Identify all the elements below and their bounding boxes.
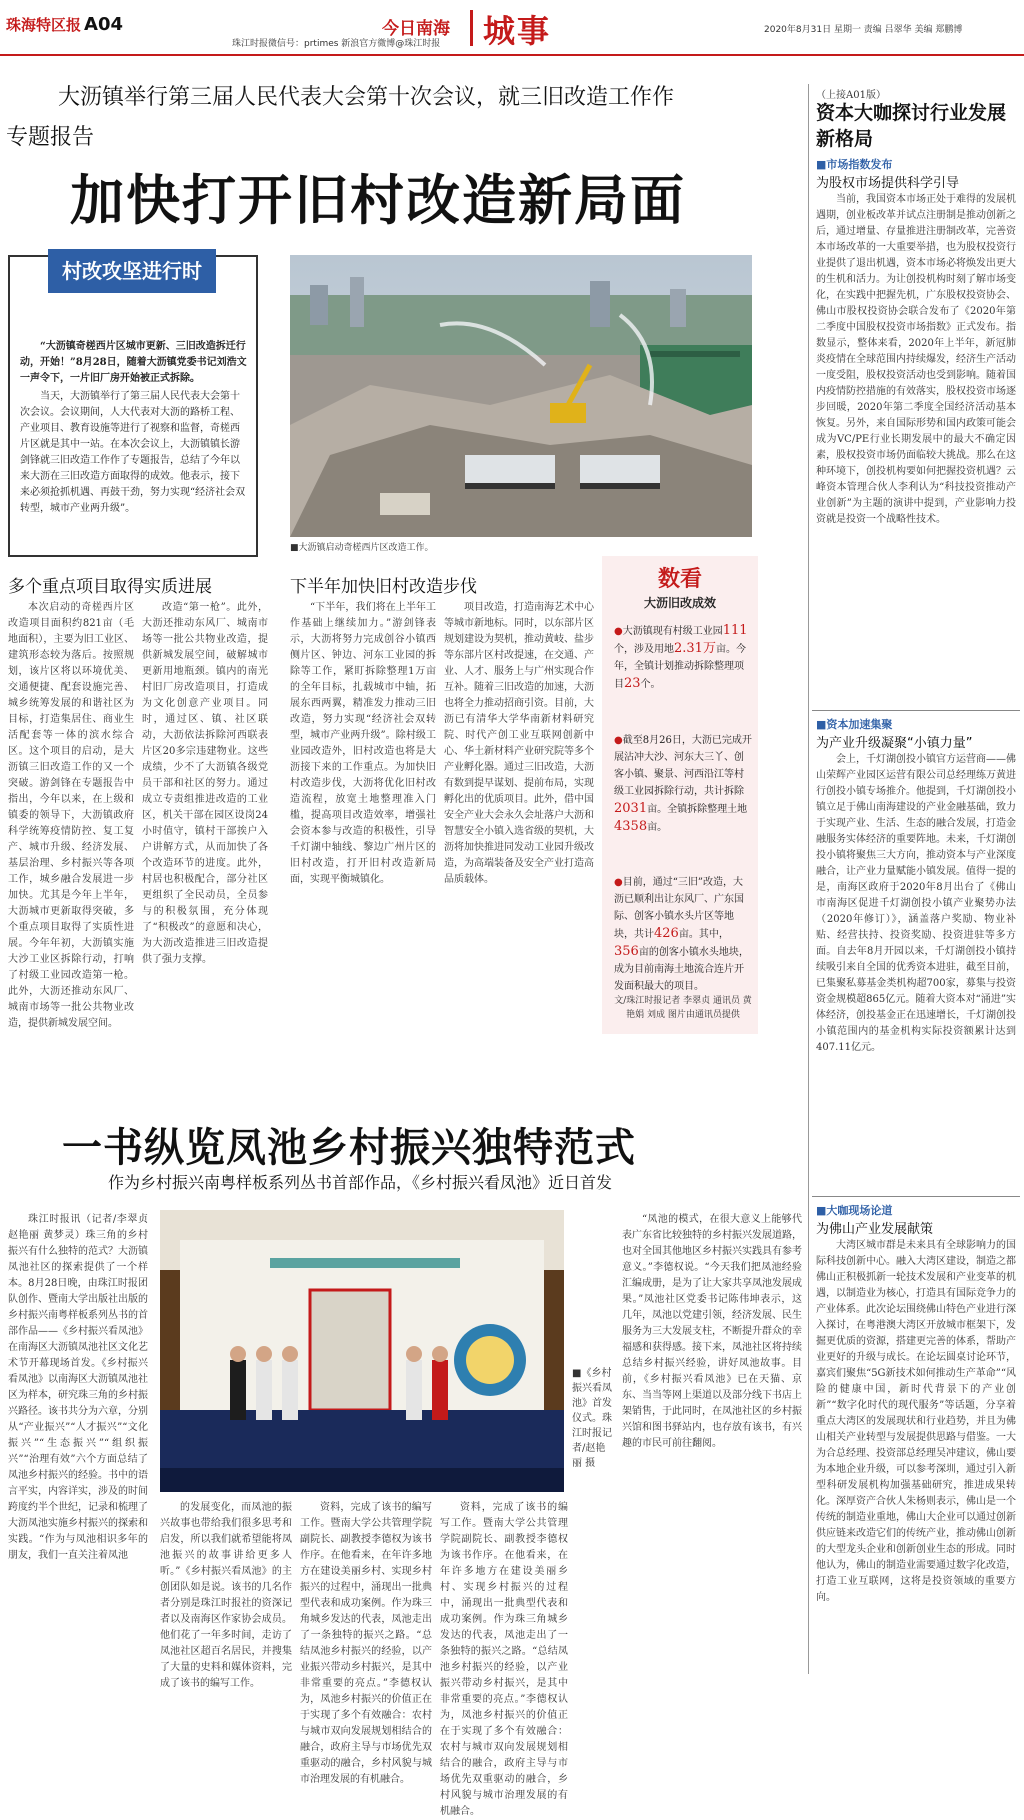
edition-label: 今日南海 bbox=[382, 19, 450, 39]
section-divider bbox=[812, 710, 1020, 711]
story1-headline: 加快打开旧村改造新局面 bbox=[70, 169, 686, 232]
numbers-title: 数看 bbox=[657, 567, 702, 592]
numbers-box bbox=[602, 556, 758, 1034]
number-text: 亩的创客小镇水头地块，成为目前南海土地流合连片开发面积最大的项目。 bbox=[614, 947, 749, 992]
book-launch-photo bbox=[160, 1210, 564, 1492]
article-column bbox=[142, 600, 268, 1056]
intro-badge: 村改攻坚进行时 bbox=[48, 249, 216, 293]
numbers-item bbox=[614, 874, 752, 995]
article-text: 本次启动的奇槎西片区改造项目面积约821亩（毛地面积），主要为旧工业区、建筑形态较为落后。按照规划，该片区将以环境优美、交通便捷、配套设施完善、城乡统筹发展的和谐社区为目标，打造集居住、商业生活配套等一体的滨水综合区。这个项目的启动，是大沥镇三旧改造工作的又一个突破。游剑锋在专题报告中指出，今年以来，在上级和镇委的领导下，大沥镇政府科学统筹疫情防控、复工复产、城市升级、经济发展、基层治理、乡村振兴等各项工作，城乡融合发展进一步加快。尤其是今年上半年，大沥城市更新取得突破，多个重点项目取得了实质性进展。今年年初，大沥镇实施大沙工业区拆除行动，打响了村级工业园改造第一枪。此外，大沥还推动东风厂、城南市场等一批公共物业改造，提供新城发展空间。 bbox=[8, 602, 134, 1029]
article-credit: 文/珠江时报记者 李翠贞 通讯员 黄艳娟 刘成 图片由通讯员提供 bbox=[614, 996, 752, 1020]
section-label: ■资本加速集聚 bbox=[816, 718, 893, 731]
article-text: 珠江时报讯（记者/李翠贞 赵艳丽 黄梦灵）珠三角的乡村振兴有什么独特的范式？大沥镇凤池社区的探索提供了一个样本。8月28日晚，由珠江时报团队创作、暨南大学出版社出版的乡村振兴南粤样板系列丛书的首部作品——《乡村振兴看凤池》在南海区大沥镇凤池社区文化艺术节开幕现场首发。《乡村振兴看凤池》以南海区大沥镇凤池社区为样本，研究珠三角的乡村振兴路径。该书共分为六章，分别从“产业振兴”“人才振兴”“文化振兴”“生态振兴”“组织振兴”“治理有效”六个方面总结了凤池乡村振兴的经验。书中的语言平实，内容详实，涉及的时间跨度约半个世纪，记录和梳理了大沥凤池实施乡村振兴的探索和实践。“作为与凤池相识多年的朋友，我们一直关注着凤池 bbox=[8, 1214, 148, 1561]
demolition-photo bbox=[290, 255, 752, 537]
article-text: 的发展变化，而凤池的振兴故事也带给我们很多思考和启发，所以我们就希望能将凤池振兴的故事讲给更多人听。”《乡村振兴看凤池》的主创团队如是说。该书的几名作者分别是珠江时报社的资深记者以及南海区作家协会成员。他们花了一年多时间，走访了凤池社区超百名居民，并搜集了大量的史料和媒体资料，完成了该书的编写工作。 bbox=[160, 1502, 292, 1689]
story1-kicker: 大沥镇举行第三届人民代表大会第十次会议，就三旧改造工作作 bbox=[58, 85, 675, 110]
numbers-item bbox=[614, 622, 752, 693]
story2-headline: 一书纵览凤池乡村振兴独特范式 bbox=[62, 1125, 636, 1171]
article-text: 会上，千灯湖创投小镇官方运营商——佛山荣辉产业园区运营有限公司总经理练万黄进行创投小镇专场推介。他提到，千灯湖创投小镇立足于佛山南海建设的产业金融基础，致力于实现产业、生活、生态的融合发展，打造金融服务实体经济的重要阵地。未来，千灯湖创投小镇将聚焦三大方向，推动资本与产业深度融合，让产业力量赋能小镇发展。值得一提的是，南海区政府于2020年8月出台了《佛山市南海区促进千灯湖创投小镇产业聚势办法（2020年修订）》，涵盖落户奖励、物业补贴、经营扶持、投资奖励、投资进驻等多方面。自去年8月开园以来，千灯湖创投小镇持续吸引来自全国的优秀资本进驻，截至目前，已集聚私募基金类机构超700家，募集与投资资金规模超865亿元。随着大资本对“涌进”实体经济，创投基金正在迅速增长，千灯湖创投小镇范围内的基金机构实际投资额累计达到407.11亿元。 bbox=[816, 754, 1016, 1053]
article-text: 当前，我国资本市场正处于难得的发展机遇期，创业板改革并试点注册制是推动创新之后，通过增量、存量推进注册制改革，完善资本市场改革的一大重要举措，也为股权投资行业提供了退出机遇，资本市场必将焕发出更大的生机和活力。为让创投机构时刻了解市场变化，在实践中把握先机，广东股权投资协会、佛山市股权投资协会联合发布了《2020年第二季度中国股权投资市场指数》正式发布。指数显示，整体来看，2020年上半年，新冠肺炎疫情在全球范围内持续爆发，经济生产活动一度受阻，股权投资活动也受到影响。随着国内疫情防控措施的有效落实，股权投资市场逐步回暖，2020年第二季度全国经济活动基本恢复。另外，来自国际形势和国内政策可能会成为VC/PE行业长期发展中的最大不确定因素，股权投资市场仍面临较大挑战。那么在这种环境下，创投机构要如何把握投资机遇？云峰资本管理合伙人李利认为“科技投资推动产业创新”为主题的演讲中提到，产业影响力投资就是投资一个战略性技术。 bbox=[816, 194, 1016, 525]
masthead bbox=[0, 0, 1024, 56]
article-text: 资料，完成了该书的编写工作。暨南大学公共管理学院副院长、副教授李德权为该书作序。在他看来，在年许多地方在建设美丽乡村、实现乡村振兴的过程中，涌现出一批典型代表和成功案例。作为珠三角城乡发达的代表，凤池走出了一条独特的振兴之路。“总结凤池乡村振兴的经验，以产业振兴带动乡村振兴，是其中非常重要的亮点。”李德权认为，凤池乡村振兴的价值正在于实现了多个有效融合：农村与城市双向发展规划相结合的融合，政府主导与市场优先双重驱动的融合，乡村风貌与城市治理发展的有机融合。 bbox=[440, 1502, 568, 1817]
section-label: ■市场指数发布 bbox=[816, 158, 893, 171]
article-column bbox=[8, 600, 134, 1056]
intro-paragraph: “大沥镇奇槎西片区城市更新、三旧改造拆迁行动，开始！”8月28日，随着大沥镇党委书记刘浩文一声令下，一片旧厂房开始被正式拆除。 bbox=[20, 341, 247, 384]
number-value: 4358 bbox=[614, 819, 648, 834]
subhead-projects: 多个重点项目取得实质进展 bbox=[8, 577, 212, 597]
number-value: 2031 bbox=[614, 801, 648, 816]
number-value: 23 bbox=[624, 676, 641, 691]
photo-caption: ■《乡村振兴看凤池》首发仪式。珠江时报记者/赵艳丽 摄 bbox=[572, 1368, 612, 1469]
article-column bbox=[160, 1500, 292, 1689]
article-column bbox=[816, 1238, 1016, 1674]
number-text: 亩。其中， bbox=[678, 929, 729, 940]
article-text: “下半年，我们将在上半年工作基础上继续加力。”游剑锋表示，大沥将努力完成创谷小镇西侧片区、钟边、河东工业园的拆除等工作，紧盯拆除整理1万亩的全年目标，扎载城市中轴，拓展东西两翼，精准发力推动三旧改造，努力实现“经济社会双转型，城市产业两升级”。除村级工业园改造外，旧村改造也将是大沥接下来的工作重点。为加快旧村改造步伐，大沥将优化旧村改造流程，放宽土地整理准入门槛，提高项目改造效率，增强社会资本参与改造的积极性，引导千灯湖中轴线、黎边广州片区的旧村改造，打开旧村改造新局面，实现平衡城镇化。 bbox=[290, 602, 436, 885]
number-text: 截至8月26日，大沥已完成开展沾冲大沙、河东大三丫、创客小镇、聚景、河西沿江等村级工业园拆除行动，共计拆除 bbox=[614, 735, 752, 797]
number-value: 111 bbox=[722, 623, 748, 638]
masthead-divider bbox=[470, 10, 473, 46]
number-text: 目前，通过“三旧”改造，大沥已顺利出让东风厂、广东国际、创客小镇水头片区等地块，共计 bbox=[614, 877, 744, 940]
article-text: 资料，完成了该书的编写工作。暨南大学公共管理学院副院长、副教授李德权为该书作序。在他看来，在年许多地方在建设美丽乡村、实现乡村振兴的过程中，涌现出一批典型代表和成功案例。作为珠三角城乡发达的代表，凤池走出了一条独特的振兴之路。“总结凤池乡村振兴的经验，以产业振兴带动乡村振兴，是其中非常重要的亮点。”李德权认为，凤池乡村振兴的价值正在于实现了多个有效融合：农村与城市双向发展规划相结合的融合，政府主导与市场优先双重驱动的融合，乡村风貌与城市治理发展的有机融合。 bbox=[300, 1502, 432, 1785]
dateline: 2020年8月31日 星期一 责编 吕翠华 美编 郑鹏博 bbox=[764, 25, 963, 35]
story2-kicker: 作为乡村振兴南粤样板系列丛书首部作品，《乡村振兴看凤池》近日首发 bbox=[108, 1173, 613, 1192]
social-accounts: 珠江时报微信号：prtimes 新浪官方微博@珠江时报 bbox=[232, 39, 441, 49]
intro-paragraph: 当天，大沥镇举行了第三届人民代表大会第十次会议。会议期间，人大代表对大沥的路桥工程、产业项目、教育设施等进行了视察和监督，奇槎西片区就是其中一站。在本次会议上，大沥镇镇长游剑锋就三旧改造工作作了专题报告，总结了今年以来大沥在三旧改造方面取得的成效。他表示，接下来必须抢抓机遇、再鼓干劲，努力实现“经济社会双转型，城市产业两升级”。 bbox=[20, 391, 246, 514]
story1-kicker-cont: 专题报告 bbox=[6, 125, 95, 150]
photo-caption: ■大沥镇启动奇槎西片区改造工作。 bbox=[290, 543, 434, 553]
article-column bbox=[440, 1500, 568, 1817]
right-article-title: 资本大咖探讨行业发展新格局 bbox=[816, 102, 1007, 150]
article-text: 大湾区城市群是未来具有全球影响力的国际科技创新中心。融入大湾区建设，制造之都佛山正积极抓新一轮技术发展和产业变革的机遇，以制造业为核心，打造具有国际竞争力的产业体系。此次论坛围绕佛山特色产业进行深入探讨，在粤港澳大湾区开放城市框架下，发掘更优质的资源，搭建更完善的体系，帮助产业更好的升级与成长。在论坛圆桌讨论环节，嘉宾们聚焦“5G新技术如何推动生产革命”“风险的健康中国，新时代背景下的产业创新”“数字化时代的现代服务”等话题，分享着重点大湾区的发展现状和行业趋势，并且为佛山相关产业转型与发展提供思路与借鉴。一大为合总经理、投资部总经理吴冲建议，佛山要为本地企业升级，可以参考深圳，通过引入新型科研发展机构加强基础研究，推进成果转化。深厚资产合伙人朱杨则表示，佛山是一个传统的制造业重地，佛山大企业可以通过创新供应链来改造它们的传统产业，推动佛山创新的大型龙头企业和创新创业生态的形成。同时他认为，佛山的制造业需要通过数字化改造，打造工业互联网，这将是投资领域的重要方向。 bbox=[816, 1240, 1016, 1603]
article-column bbox=[8, 1212, 148, 1672]
article-column bbox=[816, 752, 1016, 1192]
brand-name: 珠海特区报 bbox=[6, 16, 82, 34]
intro-box bbox=[8, 255, 258, 557]
section-name: 城事 bbox=[483, 12, 552, 50]
number-text: 大沥镇现有村级工业园 bbox=[622, 626, 723, 637]
number-text: 亩。全镇拆除整理土地 bbox=[647, 804, 748, 815]
article-column bbox=[290, 600, 436, 1056]
number-text: 亩。今年，全镇计划推动拆除整理项目 bbox=[614, 644, 746, 690]
section-divider bbox=[812, 1196, 1020, 1197]
number-text: 个。 bbox=[640, 679, 661, 690]
column-divider bbox=[808, 84, 809, 1674]
number-value: 426 bbox=[654, 926, 679, 941]
page-number: A04 bbox=[84, 14, 123, 35]
section-label: ■大咖现场论道 bbox=[816, 1204, 893, 1217]
demolition-image-icon bbox=[290, 255, 752, 537]
article-text: 改造“第一枪”。此外，大沥还推动东风厂、城南市场等一批公共物业改造，提供新城发展空间，破解城市更新用地瓶颈。镇内的南光村旧厂房改造项目，打造成为文化创意产业项目。同时，通过区、镇、社区联动，大沥依法拆除河西联表片区20多宗违建物业。这些成绩，少不了大沥镇各级党员干部和社区的努力。通过成立专责组推进改造的工业区，机关干部在园区设岗24小时值守，镇村干部挨户入户讲解方式，从而加快了各个改造环节的进度。此外，村居也积极配合，部分社区更组织了全民动员，全员参与的积极氛围，充分体现了“积极改”的意愿和决心，为大沥改造推进三旧改造提供了强力支撑。 bbox=[142, 602, 268, 965]
article-column bbox=[300, 1500, 432, 1785]
intro-text bbox=[20, 339, 248, 519]
section-subtitle: 为股权市场提供科学引导 bbox=[816, 176, 960, 191]
section-subtitle: 为产业升级凝聚“小镇力量” bbox=[816, 736, 973, 751]
subhead-second-half: 下半年加快旧村改造步伐 bbox=[290, 577, 477, 597]
article-column bbox=[444, 600, 594, 1056]
bullet-icon: ● bbox=[614, 735, 623, 746]
newspaper-brand bbox=[6, 14, 123, 35]
number-value: 356 bbox=[614, 944, 639, 959]
book-launch-image-icon bbox=[160, 1210, 564, 1492]
numbers-subtitle: 大沥旧改成效 bbox=[643, 596, 716, 610]
number-text: 亩。 bbox=[647, 822, 668, 833]
number-text: 个，涉及用地 bbox=[614, 644, 674, 655]
bullet-icon: ● bbox=[614, 877, 623, 888]
section-subtitle: 为佛山产业发展献策 bbox=[816, 1222, 934, 1237]
article-text: “凤池的模式，在很大意义上能够代表广东省比较独特的乡村振兴发展道路，也对全国其他地区乡村振兴实践具有参考意义。”李德权说。“今天我们把凤池经验汇编成册，是为了让大家共享凤池发展成果。”凤池社区党委书记陈伟坤表示，这几年，凤池以党建引领，经济发展、民生服务为三大发展支柱，不断提升群众的幸福感和获得感。接下来，凤池社区将持续总结乡村振兴经验，讲好凤池故事。目前，《乡村振兴看凤池》已在天猫、京东、当当等网上渠道以及部分线下书店上架销售，于此同时，在凤池社区的乡村振兴馆和图书驿站内，也存放有该书，有兴趣的市民可前往翻阅。 bbox=[622, 1214, 802, 1449]
continued-tag: （上接A01版） bbox=[816, 90, 886, 101]
article-column bbox=[622, 1212, 802, 1672]
number-value: 2.31万 bbox=[674, 641, 716, 656]
numbers-item bbox=[614, 732, 752, 836]
bullet-icon: ● bbox=[614, 626, 623, 637]
article-text: 项目改造，打造南海艺术中心等城市新地标。同时，以东部片区规划建设为契机，推动黄岐、盐步等东部片区村改提速，在交通、产业、人才、服务上与广州实现合作互补。随着三旧改造的加速，大沥也将全力推动招商引资。目前，大沥已有清华大学华南新材料研究院、时代产创工业互联网创新中心、华土新材料产业研究院等多个产业孵化器。通过三旧改造，大沥有数到提早谋划、提前布局，实现孵化出的优质项目。此外，借中国安全产业大会永久会址落户大沥和智慧安全小镇入选省级的契机，大沥将加快推进同发动工业园升级改造，为高端装备及安全产业打造高品质载体。 bbox=[444, 602, 594, 885]
article-column bbox=[816, 192, 1016, 704]
